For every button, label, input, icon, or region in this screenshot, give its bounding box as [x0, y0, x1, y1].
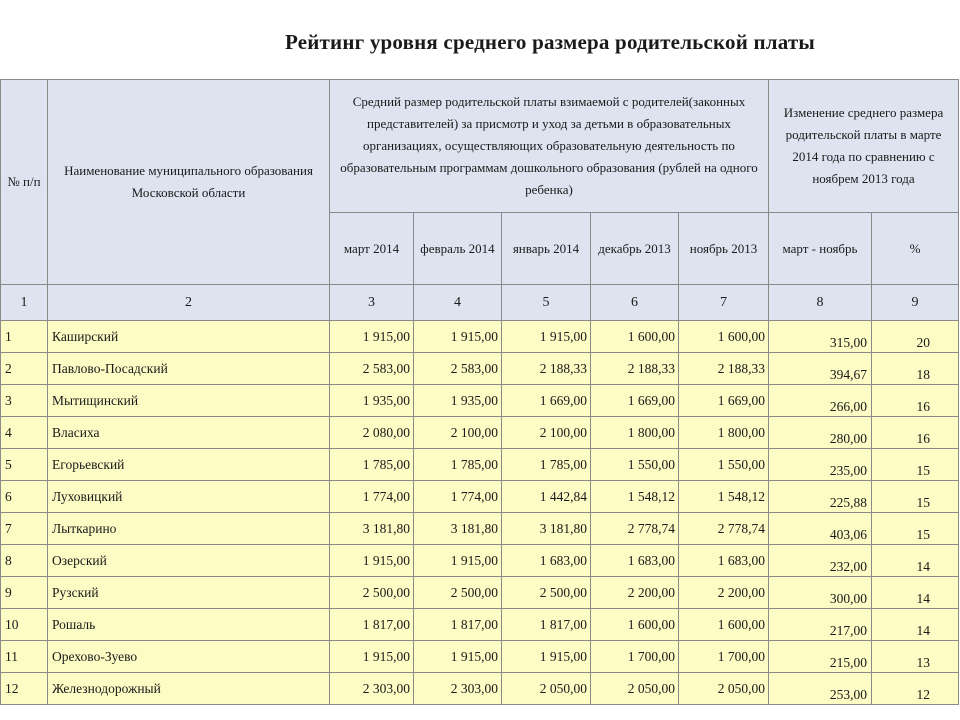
fee-value: 2 050,00: [502, 673, 591, 705]
municipality-name: Павлово-Посадский: [48, 353, 330, 385]
fee-value: 1 774,00: [414, 481, 502, 513]
fee-value: 2 100,00: [414, 417, 502, 449]
fee-value: 1 915,00: [414, 641, 502, 673]
fee-value: 1 548,12: [591, 481, 679, 513]
change-pct-value: 18: [872, 353, 959, 385]
change-pct-value: 16: [872, 385, 959, 417]
fee-value: 1 669,00: [679, 385, 769, 417]
table-row: [1, 353, 959, 385]
table-row: [1, 577, 959, 609]
change-pct-value: 14: [872, 577, 959, 609]
table-row: [1, 417, 959, 449]
fee-value: 1 550,00: [679, 449, 769, 481]
fee-value: 2 100,00: [502, 417, 591, 449]
row-number: 5: [1, 449, 48, 481]
column-number: 1: [1, 285, 48, 321]
fee-value: 2 778,74: [679, 513, 769, 545]
header-name: Наименование муниципального образования Московской области: [48, 80, 330, 285]
fee-value: 1 915,00: [330, 321, 414, 353]
change-pct-value: 15: [872, 513, 959, 545]
row-number: 7: [1, 513, 48, 545]
fee-value: 3 181,80: [330, 513, 414, 545]
page-title: Рейтинг уровня среднего размера родительской платы: [284, 30, 816, 54]
fee-value: 3 181,80: [414, 513, 502, 545]
row-number: 12: [1, 673, 48, 705]
table-row: [1, 321, 959, 353]
row-number: 10: [1, 609, 48, 641]
column-number: 8: [769, 285, 872, 321]
row-number: 8: [1, 545, 48, 577]
row-number: 6: [1, 481, 48, 513]
fee-value: 1 600,00: [679, 609, 769, 641]
fee-value: 1 785,00: [330, 449, 414, 481]
header-avg-group: Средний размер родительской платы взимаемой с родителей(законных представителей) за присмотр и уход за детьми в образовательных организациях, осуществляющих образовательную деятельность по образовательным программам дошкольного образования (рублей на одного ребенка): [330, 80, 769, 213]
header-change-pct: %: [872, 213, 959, 285]
municipality-name: Рошаль: [48, 609, 330, 641]
change-abs-value: 215,00: [769, 641, 872, 673]
fee-value: 2 188,33: [502, 353, 591, 385]
fee-value: 1 683,00: [679, 545, 769, 577]
column-number: 5: [502, 285, 591, 321]
fee-value: 1 915,00: [414, 545, 502, 577]
fee-value: 1 600,00: [591, 609, 679, 641]
header-month: февраль 2014: [414, 213, 502, 285]
table-row: [1, 513, 959, 545]
fee-value: 1 683,00: [591, 545, 679, 577]
fee-value: 1 935,00: [414, 385, 502, 417]
header-change-abs: март - ноябрь: [769, 213, 872, 285]
fee-value: 1 774,00: [330, 481, 414, 513]
fee-value: 1 817,00: [330, 609, 414, 641]
change-abs-value: 253,00: [769, 673, 872, 705]
fee-value: 1 548,12: [679, 481, 769, 513]
fee-value: 1 442,84: [502, 481, 591, 513]
table-row: [1, 641, 959, 673]
fee-value: 2 200,00: [591, 577, 679, 609]
fee-value: 3 181,80: [502, 513, 591, 545]
change-abs-value: 300,00: [769, 577, 872, 609]
fee-value: 2 500,00: [502, 577, 591, 609]
fee-value: 2 200,00: [679, 577, 769, 609]
municipality-name: Орехово-Зуево: [48, 641, 330, 673]
fee-value: 1 935,00: [330, 385, 414, 417]
fee-value: 1 700,00: [591, 641, 679, 673]
table-row: [1, 545, 959, 577]
change-abs-value: 280,00: [769, 417, 872, 449]
change-abs-value: 315,00: [769, 321, 872, 353]
fee-value: 2 500,00: [330, 577, 414, 609]
fee-value: 1 550,00: [591, 449, 679, 481]
header-change-group: Изменение среднего размера родительской платы в марте 2014 года по сравнению с ноябрем 2013 года: [769, 80, 959, 213]
table-row: [1, 385, 959, 417]
row-number: 9: [1, 577, 48, 609]
fee-value: 1 915,00: [502, 321, 591, 353]
change-pct-value: 12: [872, 673, 959, 705]
fee-value: 1 817,00: [502, 609, 591, 641]
fee-value: 1 915,00: [330, 545, 414, 577]
table-row: [1, 449, 959, 481]
header-month: ноябрь 2013: [679, 213, 769, 285]
fee-value: 1 800,00: [591, 417, 679, 449]
fee-value: 1 800,00: [679, 417, 769, 449]
change-abs-value: 235,00: [769, 449, 872, 481]
municipality-name: Рузский: [48, 577, 330, 609]
fee-value: 2 080,00: [330, 417, 414, 449]
change-pct-value: 14: [872, 545, 959, 577]
municipality-name: Егорьевский: [48, 449, 330, 481]
municipality-name: Железнодорожный: [48, 673, 330, 705]
column-number: 4: [414, 285, 502, 321]
fee-value: 1 915,00: [502, 641, 591, 673]
table-row: [1, 481, 959, 513]
fee-value: 1 600,00: [679, 321, 769, 353]
change-abs-value: 225,88: [769, 481, 872, 513]
fee-value: 2 188,33: [591, 353, 679, 385]
change-abs-value: 217,00: [769, 609, 872, 641]
municipality-name: Луховицкий: [48, 481, 330, 513]
change-abs-value: 266,00: [769, 385, 872, 417]
fee-value: 1 915,00: [414, 321, 502, 353]
column-number: 9: [872, 285, 959, 321]
table-row: [1, 673, 959, 705]
header-month: декабрь 2013: [591, 213, 679, 285]
table-row: [1, 609, 959, 641]
fee-value: 1 785,00: [502, 449, 591, 481]
header-month: январь 2014: [502, 213, 591, 285]
fee-value: 2 500,00: [414, 577, 502, 609]
change-pct-value: 16: [872, 417, 959, 449]
fee-value: 1 915,00: [330, 641, 414, 673]
fee-value: 2 050,00: [679, 673, 769, 705]
column-number: 3: [330, 285, 414, 321]
fee-value: 1 669,00: [591, 385, 679, 417]
fee-value: 2 050,00: [591, 673, 679, 705]
fee-value: 2 303,00: [414, 673, 502, 705]
fee-value: 1 683,00: [502, 545, 591, 577]
fee-value: 1 817,00: [414, 609, 502, 641]
row-number: 2: [1, 353, 48, 385]
change-pct-value: 13: [872, 641, 959, 673]
header-month: март 2014: [330, 213, 414, 285]
rating-table: [0, 79, 959, 705]
column-number: 6: [591, 285, 679, 321]
change-pct-value: 15: [872, 481, 959, 513]
change-abs-value: 394,67: [769, 353, 872, 385]
header-num: № п/п: [1, 80, 48, 285]
municipality-name: Каширский: [48, 321, 330, 353]
fee-value: 1 785,00: [414, 449, 502, 481]
row-number: 11: [1, 641, 48, 673]
fee-value: 1 600,00: [591, 321, 679, 353]
column-number: 2: [48, 285, 330, 321]
change-pct-value: 20: [872, 321, 959, 353]
municipality-name: Власиха: [48, 417, 330, 449]
municipality-name: Озерский: [48, 545, 330, 577]
fee-value: 2 188,33: [679, 353, 769, 385]
fee-value: 2 583,00: [414, 353, 502, 385]
column-number: 7: [679, 285, 769, 321]
fee-value: 2 583,00: [330, 353, 414, 385]
change-pct-value: 15: [872, 449, 959, 481]
row-number: 1: [1, 321, 48, 353]
change-abs-value: 232,00: [769, 545, 872, 577]
row-number: 3: [1, 385, 48, 417]
municipality-name: Мытищинский: [48, 385, 330, 417]
fee-value: 1 669,00: [502, 385, 591, 417]
fee-value: 2 778,74: [591, 513, 679, 545]
fee-value: 1 700,00: [679, 641, 769, 673]
municipality-name: Лыткарино: [48, 513, 330, 545]
row-number: 4: [1, 417, 48, 449]
fee-value: 2 303,00: [330, 673, 414, 705]
change-abs-value: 403,06: [769, 513, 872, 545]
change-pct-value: 14: [872, 609, 959, 641]
